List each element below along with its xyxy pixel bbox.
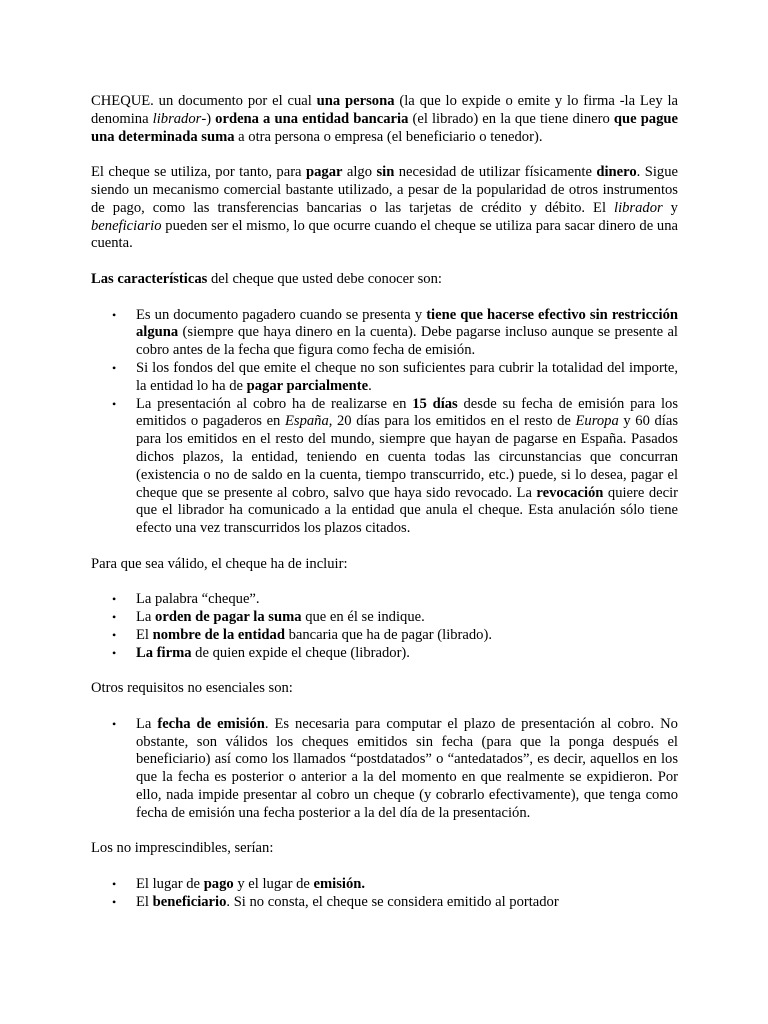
- list-item: [91, 360, 678, 396]
- text-run: -): [201, 110, 216, 127]
- text-run: El lugar de: [136, 876, 204, 893]
- text-run: (el librado) en la que tiene dinero: [408, 110, 614, 127]
- text-run: desde su fecha de emisión para los emitidos o pagaderos en: [136, 395, 678, 430]
- text-run: La presentación al cobro ha de realizarse en: [136, 395, 413, 412]
- list-item: [91, 716, 678, 823]
- italic-run: España: [284, 413, 329, 430]
- text-run: La: [136, 715, 158, 732]
- text-run: . Si no consta, el cheque se considera emitido al portador: [226, 893, 559, 910]
- text-run: y 60 días para los emitidos en el resto del mundo, siempre que hayan de pagarse en España. Pasados dichos plazos, la entidad, teniendo en cuenta todas las circunstancias que concurran (existencia o no de saldo en la cuenta, tiempo transcurrido, etc.) puede, si lo desea, pagar el cheque que se presente al cobro, salvo que haya sido revocado. La: [136, 413, 679, 501]
- optional-intro: [91, 680, 678, 698]
- bold-run: emisión.: [313, 876, 366, 893]
- bold-run: nombre de la entidad: [152, 626, 285, 643]
- text-run: Si los fondos del que emite el cheque no son suficientes para cubrir la totalidad del importe, la entidad lo ha de: [136, 359, 678, 394]
- bullet-icon: •: [112, 716, 117, 731]
- bold-run: La firma: [136, 644, 192, 661]
- bullet-icon: •: [112, 627, 117, 642]
- text-run: que en él se indique.: [301, 609, 425, 626]
- text-run: y: [662, 199, 678, 216]
- text-run: . Es necesaria para computar el plazo de presentación al cobro. No obstante, son válidos los cheques emitidos sin fecha (para que la ponga después el beneficiario) así como los llamados “postdatados” o “antedatados”, es decir, aquellos en los que la fecha es posterior o anterior a la del momento en que realmente se expidieron. Por ello, nada impide presentar al cobro un cheque (y cobrarlo efectivamente), que tenga como fecha de emisión una fecha posterior a la del día de la presentación.: [136, 715, 678, 821]
- bullet-icon: •: [112, 307, 117, 322]
- text-run: .: [368, 377, 372, 394]
- text-run: Otros requisitos no esenciales son:: [91, 680, 293, 697]
- text-run: El cheque se utiliza, por tanto, para: [91, 164, 306, 181]
- bullet-icon: •: [112, 592, 117, 607]
- list-item: [91, 894, 678, 912]
- bullet-icon: •: [112, 610, 117, 625]
- text-run: necesidad de utilizar físicamente: [394, 164, 597, 181]
- validity-intro: [91, 556, 678, 574]
- bold-run: fecha de emisión: [157, 715, 265, 732]
- requirements-list: [91, 591, 678, 662]
- non-essential-intro: [91, 840, 678, 858]
- characteristics-list: [91, 307, 678, 538]
- bold-run: ordena a una entidad bancaria: [215, 110, 409, 127]
- bold-run: que pague una determinada suma: [91, 110, 678, 145]
- bullet-icon: •: [112, 360, 117, 375]
- bullet-icon: •: [112, 396, 117, 411]
- text-run: Para que sea válido, el cheque ha de incluir:: [91, 555, 348, 572]
- italic-run: Europa: [575, 413, 619, 430]
- bold-run: revocación: [536, 484, 604, 501]
- bold-run: 15 días: [412, 395, 458, 412]
- optional-requirements-list: [91, 716, 678, 823]
- italic-run: beneficiario: [91, 217, 162, 234]
- bold-run: orden de pagar la suma: [155, 609, 302, 626]
- text-run: y el lugar de: [233, 876, 314, 893]
- bold-run: pago: [203, 876, 234, 893]
- text-run: bancaria que ha de pagar (librado).: [284, 626, 492, 643]
- non-essential-list: [91, 876, 678, 912]
- list-item: [91, 627, 678, 645]
- text-run: Los no imprescindibles, serían:: [91, 840, 274, 857]
- text-run: CHEQUE. un documento por el cual: [91, 93, 317, 109]
- document-body: [91, 93, 678, 929]
- list-item: [91, 609, 678, 627]
- text-run: (la que lo expide o emite y lo firma -la Ley la denomina: [91, 93, 679, 127]
- bullet-icon: •: [112, 645, 117, 660]
- list-item: [91, 591, 678, 609]
- bullet-icon: •: [112, 894, 117, 909]
- bold-run: dinero: [596, 164, 637, 181]
- text-run: La palabra “cheque”.: [136, 591, 260, 608]
- list-item: [91, 876, 678, 894]
- text-run: Es un documento pagadero cuando se presenta y: [136, 306, 427, 323]
- text-run: pueden ser el mismo, lo que ocurre cuando el cheque se utiliza para sacar dinero de una cuenta.: [91, 217, 678, 252]
- text-run: La: [136, 609, 156, 626]
- list-item: [91, 307, 678, 360]
- text-run: a otra persona o empresa (el beneficiario o tenedor).: [234, 128, 543, 145]
- usage-paragraph: [91, 164, 678, 253]
- bullet-icon: •: [112, 877, 117, 892]
- list-item: [91, 645, 678, 663]
- text-run: del cheque que usted debe conocer son:: [207, 270, 442, 287]
- text-run: (siempre que haya dinero en la cuenta). Debe pagarse incluso aunque se presente al cobro antes de la fecha que figura como fecha de emisión.: [136, 324, 678, 359]
- bold-run: tiene que hacerse efectivo sin restricción alguna: [136, 306, 679, 341]
- text-run: El: [136, 626, 153, 643]
- text-run: quiere decir que el librador ha comunicado a la entidad que anula el cheque. Esta anulación sólo tiene efecto una vez transcurridos los plazos citados.: [136, 484, 678, 537]
- bold-run: pagar parcialmente: [246, 377, 369, 394]
- bold-run: una persona: [316, 93, 395, 109]
- list-item: [91, 396, 678, 538]
- bold-run: sin: [376, 164, 395, 181]
- text-run: de quien expide el cheque (librador).: [191, 644, 410, 661]
- bold-run: beneficiario: [152, 893, 227, 910]
- text-run: . Sigue siendo un mecanismo comercial bastante utilizado, a pesar de la popularidad de otros instrumentos de pago, como las transferencias bancarias o las tarjetas de crédito y débito. El: [91, 164, 678, 216]
- text-run: El: [136, 893, 153, 910]
- italic-run: librador: [614, 199, 663, 216]
- bold-run: pagar: [305, 164, 343, 181]
- text-run: algo: [342, 164, 377, 181]
- bold-run: Las características: [91, 270, 208, 287]
- intro-paragraph: [91, 93, 678, 146]
- characteristics-heading: [91, 271, 678, 289]
- italic-run: librador: [152, 110, 202, 127]
- text-run: , 20 días para los emitidos en el resto de: [328, 413, 576, 430]
